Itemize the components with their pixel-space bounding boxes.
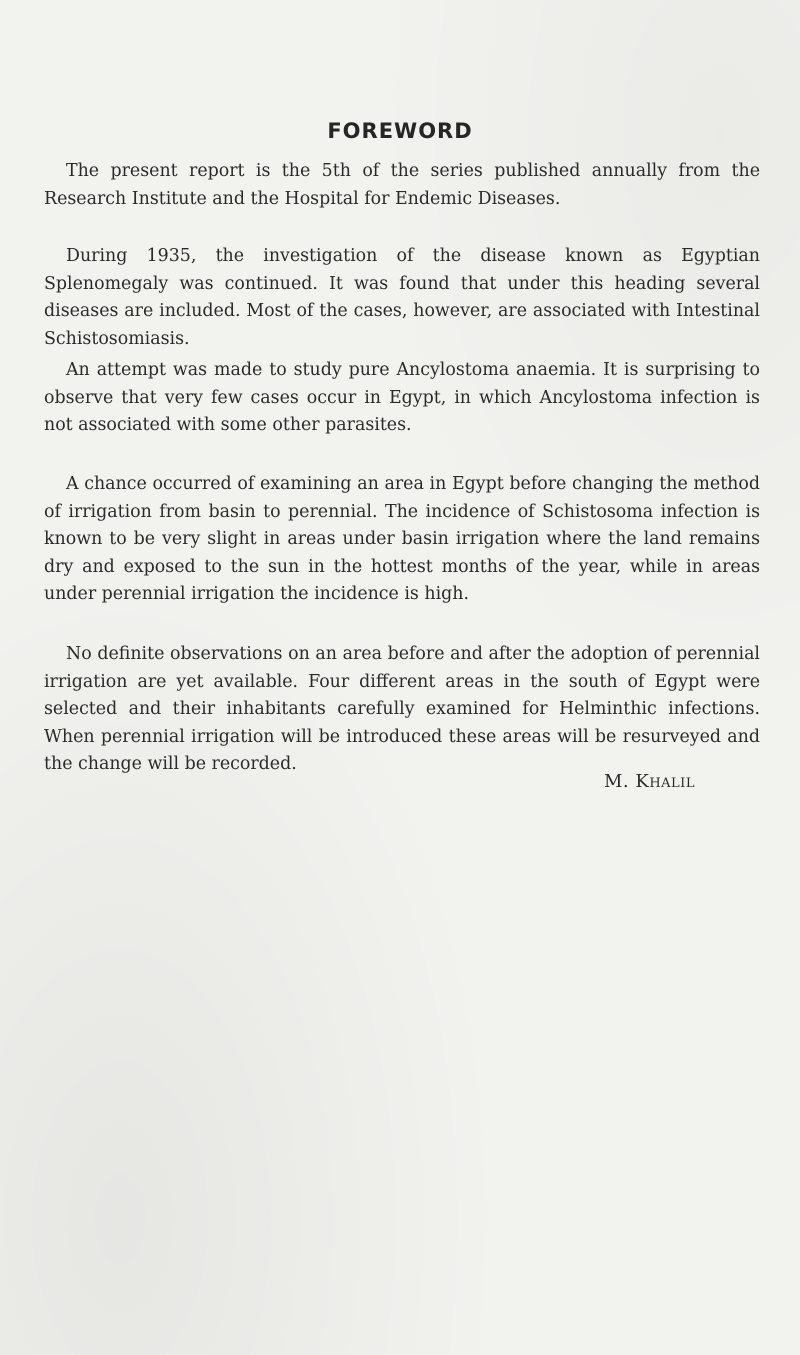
paragraph-2: During 1935, the investigation of the disease known as Egyptian Splenomegaly was continued. It was found that under this heading several diseases are included. Most of the cases, however, are associated with Intestinal Schistosomiasis. xyxy=(44,246,760,349)
paragraph-5: No definite observations on an area before and after the adoption of perennial irrigation are yet available. Four different areas in the south of Egypt were selected and their inhabitants carefully examined for Helminthic infections. When perennial irrigation will be introduced these areas will be resurveyed and the change will be recorded. xyxy=(44,644,760,775)
paragraph-4: A chance occurred of examining an area in Egypt before changing the method of irrigation from basin to perennial. The incidence of Schistosoma infection is known to be very slight in areas under basin irrigation where the land remains dry and exposed to the sun in the hottest months of the year, while in areas under perennial irrigation the incidence is high. xyxy=(44,474,760,605)
paragraph-1: The present report is the 5th of the series published annually from the Research Institute and the Hospital for Endemic Diseases. xyxy=(44,161,760,209)
paragraph-3: An attempt was made to study pure Ancylostoma anaemia. It is surprising to observe that very few cases occur in Egypt, in which Ancylostoma infection is not associated with some other parasites. xyxy=(44,360,760,436)
author-signature: M. Khalil xyxy=(604,771,695,792)
page-title: FOREWORD xyxy=(327,119,473,143)
